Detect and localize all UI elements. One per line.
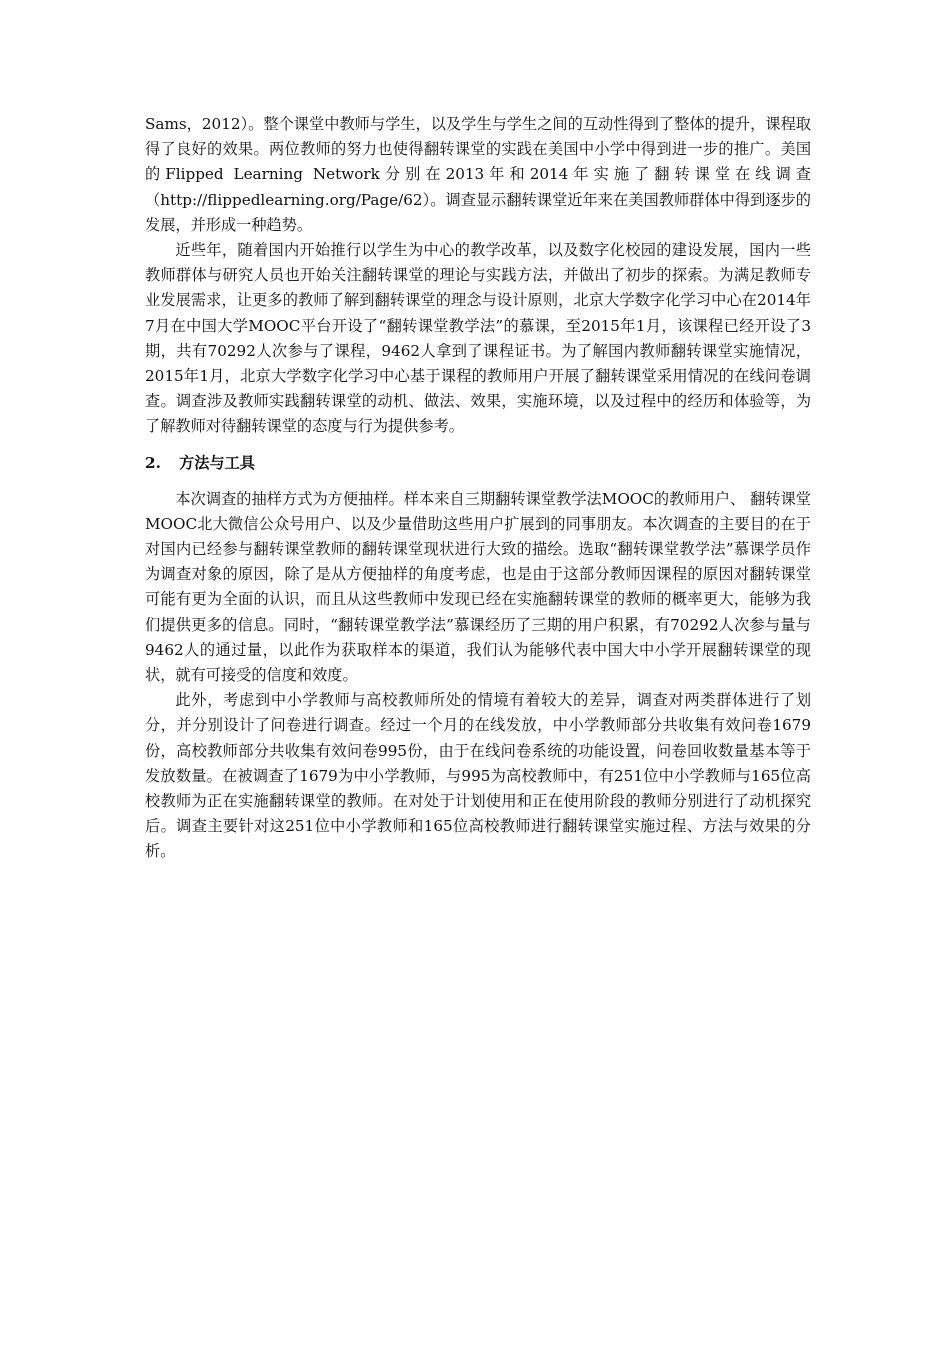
section-title: 方法与工具 [179,453,255,472]
section-number: 2. [145,453,161,472]
paragraph-flipped-classroom-history: Sams，2012）。整个课堂中教师与学生，以及学生与学生之间的互动性得到了整体的提升，课程取得了良好的效果。两位教师的努力也使得翻转课堂的实践在美国中小学中得到进一步的推广。美国的Flipped Learning Network分别在2013年和2014年实施了翻转课堂在线调查（http://flippedlearning.org/Page/62）。调查显示翻转课堂近年来在美国教师群体中得到逐步的发展，并形成一种趋势。 [145,115,811,234]
section-heading [145,451,811,476]
document-body [145,112,811,865]
paragraph-survey-groups: 此外，考虑到中小学教师与高校教师所处的情境有着较大的差异，调查对两类群体进行了划分，并分别设计了问卷进行调查。经过一个月的在线发放，中小学教师部分共收集有效问卷1679份，高校教师部分共收集有效问卷995份，由于在线问卷系统的功能设置，问卷回收数量基本等于发放数量。在被调查了1679为中小学教师，与995为高校教师中，有251位中小学教师与165位高校教师为正在实施翻转课堂的教师。在对处于计划使用和正在使用阶段的教师分别进行了动机探究后。调查主要针对这251位中小学教师和165位高校教师进行翻转课堂实施过程、方法与效果的分析。 [145,691,811,861]
paragraph-domestic-development: 近些年，随着国内开始推行以学生为中心的教学改革，以及数字化校园的建设发展，国内一些教师群体与研究人员也开始关注翻转课堂的理论与实践方法，并做出了初步的探索。为满足教师专业发展需求，让更多的教师了解到翻转课堂的理念与设计原则，北京大学数字化学习中心在2014年7月在中国大学MOOC平台开设了“翻转课堂教学法”的慕课，至2015年1月，该课程已经开设了3期，共有70292人次参与了课程，9462人拿到了课程证书。为了解国内教师翻转课堂实施情况，2015年1月，北京大学数字化学习中心基于课程的教师用户开展了翻转课堂采用情况的在线问卷调查。调查涉及教师实践翻转课堂的动机、做法、效果，实施环境，以及过程中的经历和体验等，为了解教师对待翻转课堂的态度与行为提供参考。 [145,241,811,436]
paragraph-sampling-method: 本次调查的抽样方式为方便抽样。样本来自三期翻转课堂教学法MOOC的教师用户、 翻转课堂MOOC北大微信公众号用户、以及少量借助这些用户扩展到的同事朋友。本次调查的主要目的在于对国内已经参与翻转课堂教师的翻转课堂现状进行大致的描绘。选取“翻转课堂教学法”慕课学员作为调查对象的原因，除了是从方便抽样的角度考虑，也是由于这部分教师因课程的原因对翻转课堂可能有更为全面的认识，而且从这些教师中发现已经在实施翻转课堂的教师的概率更大，能够为我们提供更多的信息。同时，“翻转课堂教学法”慕课经历了三期的用户积累，有70292人次参与量与9462人的通过量，以此作为获取样本的渠道，我们认为能够代表中国大中小学开展翻转课堂的现状，就有可接受的信度和效度。 [145,489,811,685]
